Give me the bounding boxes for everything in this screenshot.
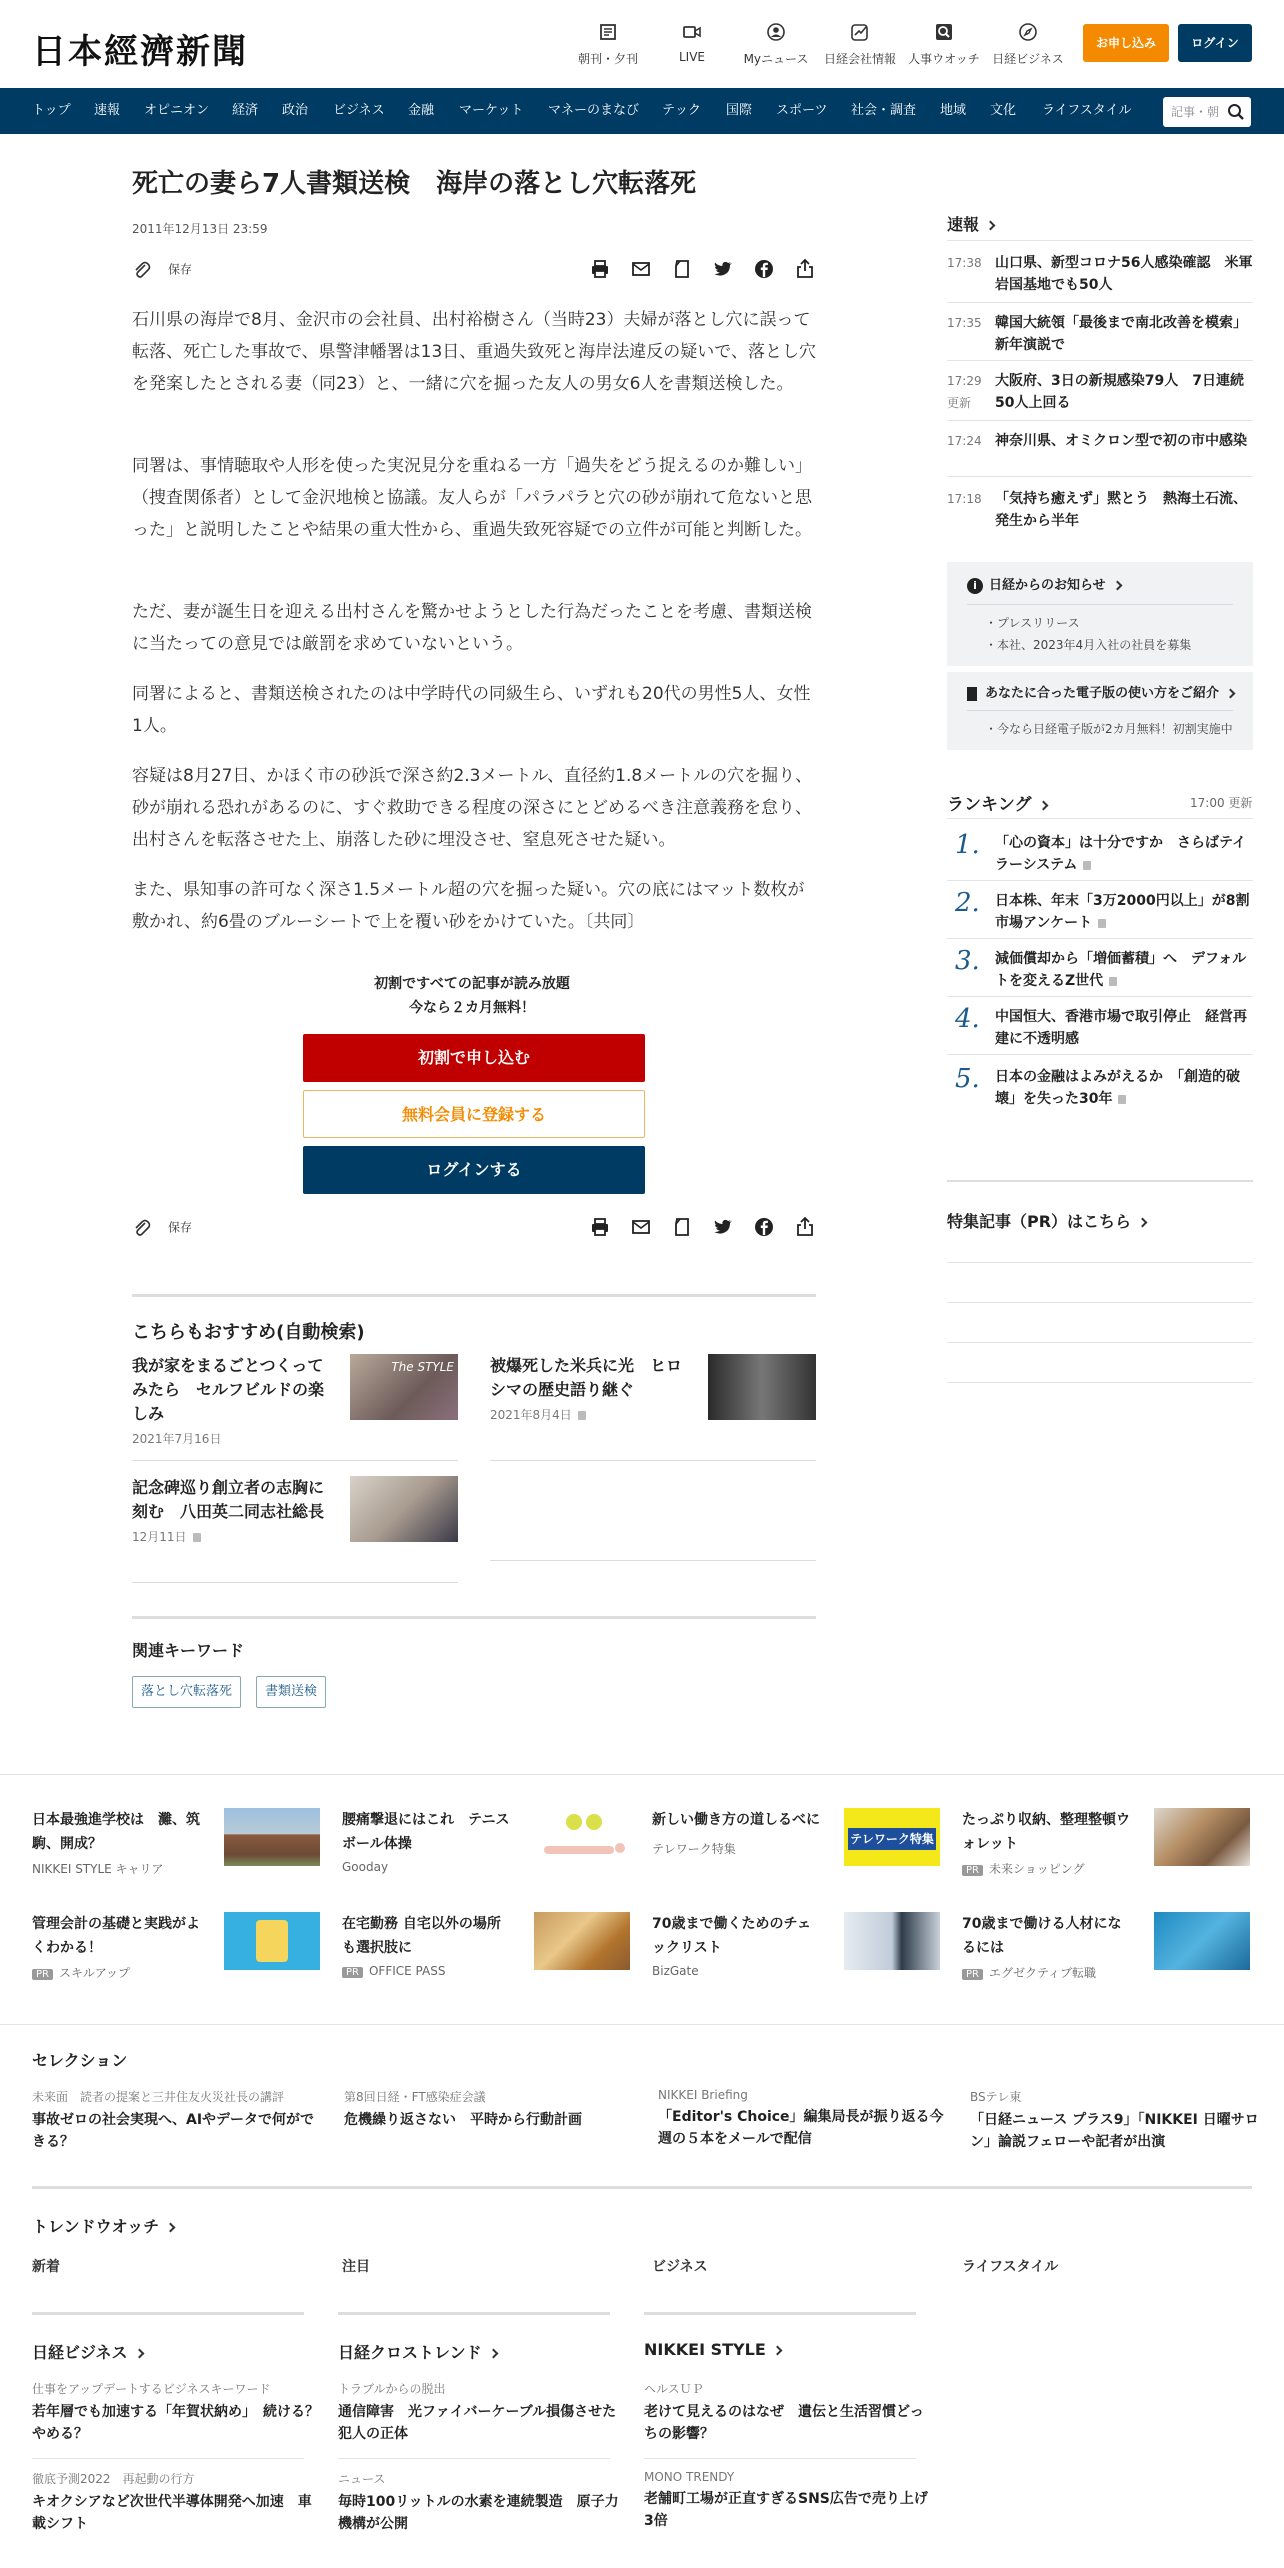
search-input[interactable]: [1163, 97, 1251, 127]
chart-icon: [820, 22, 900, 44]
column-item-title: 若年層でも加速する「年賀状納め」 続ける？やめる？: [32, 2404, 319, 2442]
chevron-right-icon: [134, 2349, 144, 2359]
divider: [947, 1342, 1253, 1343]
header-link-live[interactable]: [652, 22, 732, 64]
chevron-right-icon: [1112, 581, 1122, 591]
column-title[interactable]: 日経ビジネス: [32, 2340, 143, 2363]
recommend-thumbnail: [350, 1476, 458, 1542]
ad-source: PR エグゼクティブ転職: [962, 1964, 1096, 1981]
mail-icon[interactable]: [630, 258, 652, 280]
article-date: 2011年12月13日 23:59: [132, 222, 268, 236]
share-icon[interactable]: [794, 258, 816, 280]
header-link-newspaper[interactable]: [568, 22, 648, 67]
login-button[interactable]: ログイン: [1178, 24, 1252, 62]
rank-number: 3.: [955, 946, 980, 976]
search-placeholder: 記事・朝: [1171, 105, 1220, 119]
recommend-item-title: 被爆死した米兵に光 ヒロシマの歴史語り継ぐ: [490, 1356, 683, 1399]
login-article-button[interactable]: ログインする: [303, 1146, 645, 1194]
note-icon[interactable]: [671, 1216, 693, 1238]
column-item[interactable]: [338, 2380, 628, 2445]
divider: [132, 1616, 816, 1619]
ad-title: 腰痛撃退にはこれ テニスボール体操: [342, 1812, 510, 1852]
recommend-item-title: 記念碑巡り創立者の志胸に刻む 八田英二同志社総長: [132, 1478, 325, 1521]
column-title[interactable]: NIKKEI STYLE: [644, 2340, 781, 2359]
header-link-business[interactable]: [988, 22, 1068, 67]
header-link-label: 日経会社情報: [823, 52, 896, 66]
news-time: 17:24: [947, 434, 982, 448]
divider: [947, 1302, 1253, 1303]
divider: [947, 996, 1253, 997]
nav-item[interactable]: 文化: [990, 103, 1017, 118]
notice2-title[interactable]: あなたに合った電子版の使い方をご紹介: [967, 682, 1234, 701]
divider: [947, 1054, 1253, 1055]
divider: [947, 360, 1253, 361]
style-logo: The STYLE: [391, 1360, 454, 1374]
nav-item[interactable]: テック: [662, 103, 702, 118]
chevron-right-icon: [166, 2223, 176, 2233]
column-item-category: MONO TRENDY: [644, 2470, 735, 2484]
nav-item[interactable]: ビジネス: [333, 103, 385, 118]
ad-title: 70歳まで働ける人材になるには: [962, 1916, 1122, 1956]
article-title: 死亡の妻ら7人書類送検 海岸の落とし穴転落死: [132, 169, 697, 199]
recommend-item-date: 2021年7月16日: [132, 1432, 222, 1446]
ad-title: 新しい働き方の道しるべに: [652, 1812, 820, 1828]
selection-item[interactable]: [32, 2088, 322, 2153]
divider: [967, 604, 1233, 605]
pr-title[interactable]: 特集記事（PR）はこちら: [947, 1209, 1146, 1232]
ad-item[interactable]: [342, 1808, 632, 1888]
selection-category: 第8回日経・FT感染症会議: [344, 2090, 486, 2104]
ad-item[interactable]: [652, 1808, 942, 1888]
ranking-time: 17:00 更新: [1190, 796, 1253, 810]
sokuho-title[interactable]: 速報: [947, 212, 994, 235]
header-link-company[interactable]: [820, 22, 900, 67]
divider: [32, 2458, 304, 2459]
ad-image: [534, 1808, 630, 1866]
ad-item[interactable]: [32, 1808, 322, 1888]
ad-item[interactable]: [32, 1912, 322, 1992]
divider: [32, 2312, 304, 2315]
video-icon: [652, 22, 732, 44]
ad-image: [1154, 1912, 1250, 1970]
paywall-message: [302, 972, 642, 1020]
selection-category: NIKKEI Briefing: [658, 2088, 748, 2102]
nav-item[interactable]: 速報: [94, 103, 121, 118]
divider: [947, 818, 1253, 819]
ad-image: [224, 1912, 320, 1970]
news-title: 大阪府、3日の新規感染79人 7日連続50人上回る: [995, 373, 1244, 411]
rank-number: 4.: [955, 1004, 980, 1034]
column-item-title: 毎時100リットルの水素を連続製造 原子力機構が公開: [338, 2494, 619, 2532]
divider: [338, 2312, 610, 2315]
twitter-icon[interactable]: [712, 258, 734, 280]
divider: [947, 1262, 1253, 1263]
nav-item[interactable]: トップ: [32, 103, 71, 118]
recommend-item[interactable]: [490, 1354, 816, 1454]
ranking-title-text: 中国恒大、香港市場で取引停止 経営再建に不透明感: [995, 1009, 1247, 1047]
selection-item[interactable]: [658, 2088, 948, 2150]
twitter-icon[interactable]: [712, 1216, 734, 1238]
mail-icon[interactable]: [630, 1216, 652, 1238]
divider: [644, 2458, 916, 2459]
notice-item[interactable]: ・本社、2023年4月入社の社員を募集: [985, 638, 1192, 652]
news-time: 17:18: [947, 492, 982, 506]
selection-item-title: 事故ゼロの社会実現へ、AIやデータで何ができる？: [32, 2112, 315, 2150]
selection-item[interactable]: [344, 2088, 634, 2131]
article-paragraph: 容疑は8月27日、かほく市の砂浜で深さ約2.3メートル、直径約1.8メートルの穴を掘り、砂が崩れる恐れがあるのに、すぐ救助できる程度の深さにとどめるべき注意義務を怠り、出村さんを転落させた上、崩落した砂に埋没させ、窒息死させた疑い。: [132, 766, 813, 850]
ad-image: [1154, 1808, 1250, 1866]
divider: [0, 2024, 1284, 2025]
chevron-right-icon: [1138, 1218, 1148, 1228]
ad-title: 70歳まで働くためのチェックリスト: [652, 1916, 812, 1956]
header: [0, 0, 1284, 88]
main-nav: [0, 88, 1284, 134]
ad-source: Gooday: [342, 1860, 389, 1874]
divider: [338, 2458, 610, 2459]
selection-item-title: 「Editor's Choice」編集局長が振り返る今週の５本をメールで配信: [658, 2109, 944, 2147]
header-link-jinji[interactable]: [904, 22, 984, 67]
article-paragraph: 同署は、事情聴取や人形を使った実況見分を重ねる一方「過失をどう捉えるのか難しい」（捜査関係者）として金沢地検と協議。友人らが「パラパラと穴の砂が崩れて危ないと思った」と説明したことや結果の重大性から、重過失致死容疑での立件が可能と判断した。: [132, 456, 812, 540]
recommend-item-title: 我が家をまるごとつくってみたら セルフビルドの楽しみ: [132, 1356, 325, 1423]
nav-item[interactable]: マーケット: [459, 103, 524, 118]
column-item-category: ニュース: [338, 2472, 386, 2486]
article-toolbar-bottom: [132, 1214, 816, 1244]
divider: [132, 1294, 816, 1297]
trend-tab[interactable]: ビジネス: [652, 2259, 708, 2275]
ranking-title-text: 日本株、年末「3万2000円以上」が8割 市場アンケート: [995, 893, 1264, 931]
apply-button[interactable]: お申し込み: [1083, 24, 1169, 62]
article-paragraph: ただ、妻が誕生日を迎える出村さんを驚かせようとした行為だったことを考慮、書類送検に当たっての意見では厳罰を求めていないという。: [132, 602, 812, 654]
article-paragraph: また、県知事の許可なく深さ1.5メートル超の穴を掘った疑い。穴の底にはマット数枚が敷かれ、約6畳のブルーシートで上を覆い砂をかけていた。〔共同〕: [132, 880, 805, 932]
divider: [490, 1460, 816, 1461]
person-icon: [736, 22, 816, 44]
news-time: 17:35: [947, 316, 982, 330]
header-link-label: 朝刊・夕刊: [577, 52, 638, 66]
keyword-tag[interactable]: 落とし穴転落死: [132, 1676, 241, 1708]
chevron-right-icon: [986, 221, 996, 231]
recommend-item[interactable]: [132, 1354, 458, 1454]
divider: [132, 1582, 458, 1583]
save-label: 保存: [168, 262, 193, 277]
ad-item[interactable]: [342, 1912, 632, 1992]
rank-number: 5.: [955, 1064, 980, 1094]
trend-tab[interactable]: ライフスタイル: [962, 2259, 1059, 2275]
recommend-item-date: 12月11日: [132, 1528, 201, 1545]
selection-item-title: 「日経ニュース プラス9」「NIKKEI 日曜サロン」論説フェローや記者が出演: [970, 2112, 1259, 2150]
lock-icon: [1083, 861, 1091, 870]
notice-box: [947, 562, 1253, 666]
column-item[interactable]: [32, 2380, 322, 2445]
nav-item[interactable]: マネーのまなび: [548, 103, 640, 118]
keywords-title: 関連キーワード: [132, 1641, 245, 1660]
chevron-right-icon: [772, 2346, 782, 2356]
book-icon: [967, 687, 977, 701]
nav-item[interactable]: ライフスタイル: [1042, 103, 1132, 118]
nav-item[interactable]: 国際: [726, 103, 753, 118]
article-toolbar-top: [132, 256, 816, 286]
trend-tab[interactable]: 注目: [342, 2259, 370, 2275]
ad-image: [844, 1808, 940, 1866]
ad-title: 在宅勤務 自宅以外の場所も選択肢に: [342, 1916, 501, 1956]
updated-label: 更新: [947, 396, 972, 410]
note-icon[interactable]: [671, 258, 693, 280]
notice-item[interactable]: ・プレスリリース: [985, 616, 1080, 630]
facebook-icon[interactable]: [753, 1216, 775, 1238]
recommend-thumbnail: [350, 1354, 458, 1420]
chevron-right-icon: [1226, 689, 1236, 699]
clip-icon: [132, 260, 152, 280]
ad-source: PR OFFICE PASS: [342, 1964, 445, 1978]
lock-icon: [1109, 977, 1117, 986]
nav-item[interactable]: 社会・調査: [851, 103, 917, 118]
paywall-line: 今なら２カ月無料！: [409, 1000, 535, 1016]
newspaper-icon: [568, 22, 648, 44]
divider: [947, 1382, 1253, 1383]
recommend-title: こちらもおすすめ(自動検索): [132, 1322, 365, 1343]
nikkei-logo[interactable]: 日本經濟新聞: [32, 32, 248, 72]
facebook-icon[interactable]: [753, 258, 775, 280]
ad-source: NIKKEI STYLE キャリア: [32, 1862, 164, 1876]
subscribe-button[interactable]: 初割で申し込む: [303, 1034, 645, 1082]
nav-item[interactable]: オピニオン: [144, 103, 210, 118]
news-time: 17:29 更新: [947, 374, 982, 410]
column-title[interactable]: 日経クロストレンド: [338, 2340, 497, 2363]
chevron-right-icon: [1038, 800, 1048, 810]
selection-category: BSテレ東: [970, 2090, 1022, 2104]
column-item-category: ヘルスＵＰ: [644, 2382, 704, 2396]
column-item-title: 通信障害 光ファイバーケーブル損傷させた犯人の正体: [338, 2404, 617, 2442]
header-link-label: Myニュース: [743, 52, 809, 66]
selection-title: セレクション: [32, 2051, 128, 2070]
ad-image: [844, 1912, 940, 1970]
trend-tab[interactable]: 新着: [32, 2259, 60, 2275]
selection-category: 未来面 読者の提案と三井住友火災社長の講評: [32, 2090, 285, 2104]
column-item-category: トラブルからの脱出: [338, 2382, 446, 2396]
column-item[interactable]: [32, 2470, 322, 2535]
divider: [132, 1460, 458, 1461]
divider: [947, 420, 1253, 421]
print-icon[interactable]: [589, 258, 611, 280]
column-item-title: 老舗町工場が正直すぎるSNS広告で売り上げ3倍: [644, 2491, 928, 2529]
rank-number: 2.: [955, 888, 980, 918]
ad-image: [534, 1912, 630, 1970]
lock-icon: [193, 1533, 201, 1542]
compass-icon: [988, 22, 1068, 44]
news-title: 神奈川県、オミクロン型で初の市中感染: [995, 433, 1247, 449]
selection-item[interactable]: [970, 2088, 1260, 2153]
header-link-mynews[interactable]: [736, 22, 816, 67]
lock-icon: [578, 1411, 586, 1420]
column-item-category: 徹底予測2022 再起動の行方: [32, 2472, 195, 2486]
lock-icon: [1098, 919, 1106, 928]
divider: [490, 1560, 816, 1561]
header-link-label: 人事ウオッチ: [908, 52, 980, 66]
column-item-title: キオクシアなど次世代半導体開発へ加速 車載シフト: [32, 2494, 312, 2532]
nav-item[interactable]: 金融: [408, 103, 435, 118]
column-item[interactable]: [644, 2380, 934, 2445]
article-paragraph: 石川県の海岸で8月、金沢市の会社員、出村裕樹さん（当時23）夫婦が落とし穴に誤って転落、死亡した事故で、県警津幡署は13日、重過失致死と海岸法違反の疑いで、落とし穴を発案したとされる妻（同23）と、一緒に穴を掘った友人の男女6人を書類送検した。: [132, 310, 816, 394]
share-icon[interactable]: [794, 1216, 816, 1238]
notice-box-2: [947, 672, 1253, 750]
column-item-category: 仕事をアップデートするビジネスキーワード: [32, 2382, 271, 2396]
ad-item[interactable]: [962, 1912, 1252, 1992]
recommend-thumbnail: [708, 1354, 816, 1420]
nav-item[interactable]: 政治: [282, 103, 309, 118]
search-person-icon: [904, 22, 984, 44]
notice-title[interactable]: i 日経からのお知らせ: [967, 574, 1121, 594]
ad-source: BizGate: [652, 1964, 699, 1978]
lock-icon: [1118, 1095, 1126, 1104]
save-button[interactable]: [132, 260, 192, 280]
free-register-button[interactable]: 無料会員に登録する: [303, 1090, 645, 1138]
ad-title: 管理会計の基礎と実践がよくわかる！: [32, 1916, 200, 1956]
ad-title: たっぷり収納、整理整頓ウォレット: [962, 1812, 1130, 1852]
chevron-right-icon: [488, 2349, 498, 2359]
divider: [947, 240, 1253, 241]
news-title: 「気持ち癒えず」黙とう 熱海土石流、発生から半年: [995, 491, 1247, 529]
nav-item[interactable]: 地域: [940, 103, 967, 118]
notice-item[interactable]: ・今なら日経電子版が2カ月無料！初割実施中: [985, 722, 1233, 736]
divider: [644, 2312, 916, 2315]
save-label: 保存: [168, 1220, 193, 1235]
news-time: 17:38: [947, 256, 982, 270]
ad-item[interactable]: [962, 1808, 1252, 1888]
divider: [947, 302, 1253, 303]
info-icon: i: [967, 578, 983, 594]
nav-item[interactable]: 経済: [232, 103, 259, 118]
header-link-label: 日経ビジネス: [992, 52, 1064, 66]
divider: [947, 476, 1253, 477]
clip-icon: [132, 1218, 152, 1238]
column-item[interactable]: [644, 2470, 934, 2532]
divider: [947, 880, 1253, 881]
save-button[interactable]: [132, 1218, 192, 1238]
search-icon[interactable]: [1227, 103, 1245, 121]
recommend-item-date: 2021年8月4日: [490, 1406, 586, 1423]
ad-title: 日本最強進学校は 灘、筑駒、開成？: [32, 1812, 200, 1852]
divider: [967, 710, 1233, 711]
recommend-item[interactable]: [132, 1476, 458, 1576]
article-paragraph: 同署によると、書類送検されたのは中学時代の同級生ら、いずれも20代の男性5人、女性1人。: [132, 684, 811, 736]
ranking-title-text: 日本の金融はよみがえるか 「創造的破壊」を失った30年: [995, 1069, 1240, 1107]
ad-source: テレワーク特集: [652, 1842, 736, 1856]
ad-source: PR 未来ショッピング: [962, 1860, 1085, 1877]
news-title: 韓国大統領「最後まで南北改善を模索」 新年演説で: [995, 315, 1254, 353]
news-title: 山口県、新型コロナ56人感染確認 米軍岩国基地でも50人: [995, 255, 1253, 293]
ad-image-text: テレワーク特集: [848, 1828, 936, 1850]
divider: [947, 938, 1253, 939]
ad-image: [224, 1808, 320, 1866]
divider: [32, 2186, 1252, 2189]
nav-item[interactable]: スポーツ: [776, 103, 828, 118]
divider: [947, 1180, 1253, 1182]
trend-title[interactable]: トレンドウオッチ: [32, 2214, 174, 2237]
print-icon[interactable]: [589, 1216, 611, 1238]
column-item[interactable]: [338, 2470, 628, 2535]
ad-item[interactable]: [652, 1912, 942, 1992]
header-link-label: LIVE: [678, 50, 705, 64]
paywall-line: 初割ですべての記事が読み放題: [374, 976, 570, 992]
keyword-tag[interactable]: 書類送検: [256, 1676, 326, 1708]
ranking-title-text: 減価償却から「増価蓄積」へ デフォルトを変えるZ世代: [995, 951, 1247, 989]
rank-number: 1.: [955, 830, 980, 860]
ad-source: PR スキルアップ: [32, 1964, 130, 1981]
ranking-title[interactable]: ランキング: [947, 790, 1047, 815]
ranking-title-text: 「心の資本」は十分ですか さらばテイラーシステム: [995, 835, 1247, 873]
selection-item-title: 危機繰り返さない 平時から行動計画: [344, 2112, 582, 2128]
column-item-title: 老けて見えるのはなぜ 遺伝と生活習慣どっちの影響？: [644, 2404, 924, 2442]
divider: [0, 1774, 1284, 1775]
